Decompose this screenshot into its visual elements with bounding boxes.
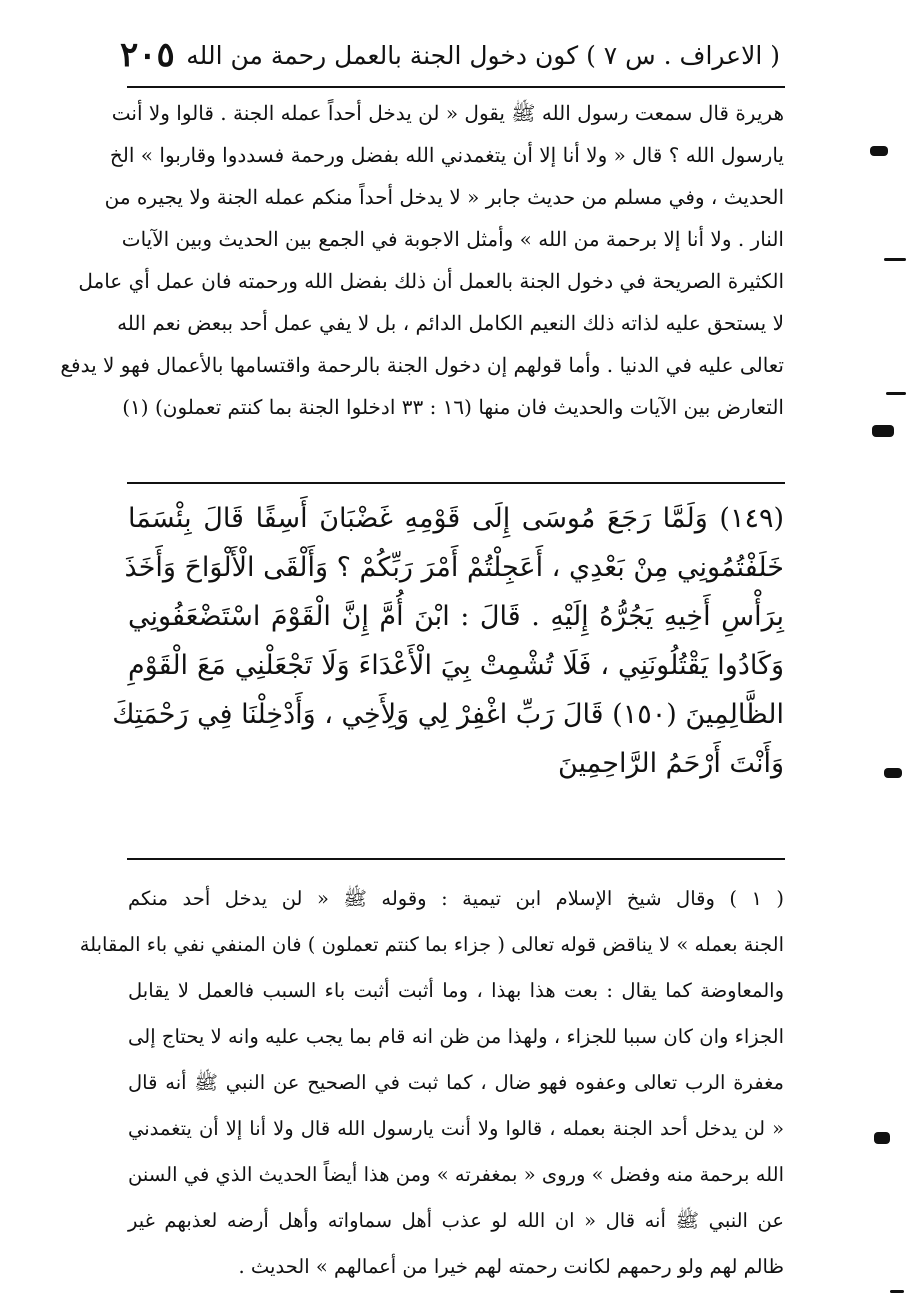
commentary-line: الكثيرة الصريحة في دخول الجنة بالعمل أن ذلك بفضل الله ورحمته فان عمل أي عامل <box>78 269 784 293</box>
commentary-line: النار . ولا أنا إلا برحمة من الله » وأمثل الاجوبة في الجمع بين الحديث وبين الآيات <box>121 227 784 251</box>
header-rule <box>127 86 785 88</box>
footnote-line: عن النبي ﷺ أنه قال « ان الله لو عذب أهل سماواته وأهل أرضه لعذبهم غير <box>128 1209 784 1232</box>
commentary-line: الحديث ، وفي مسلم من حديث جابر « لا يدخل أحداً منكم عمله الجنة ولا يجيره من <box>104 185 784 209</box>
quran-verses <box>112 494 784 788</box>
page-number: ٢٠٥ <box>120 35 175 75</box>
footnote-line: ظالم لهم ولو رحمهم لكانت رحمته لهم خيرا من أعمالهم » الحديث . <box>238 1255 784 1278</box>
commentary-line: التعارض بين الآيات والحديث فان منها (١٦ : ٣٣ ادخلوا الجنة بما كنتم تعملون) (١) <box>122 395 784 419</box>
commentary-text <box>60 92 784 428</box>
verse-line: وَأَنْتَ أَرْحَمُ الرَّاحِمِينَ <box>557 748 784 779</box>
footnote-rule <box>127 858 785 860</box>
scan-artifact <box>884 768 902 778</box>
section-rule <box>127 482 785 484</box>
scan-artifact <box>870 146 888 156</box>
scan-artifact <box>886 392 906 395</box>
footnote-line: ( ١ ) وقال شيخ الإسلام ابن تيمية : وقوله ﷺ « لن يدخل أحد منكم <box>128 887 785 910</box>
scan-artifact <box>890 1290 904 1293</box>
footnote-line: مغفرة الرب تعالى وعفوه فهو ضال ، كما ثبت في الصحيح عن النبي ﷺ أنه قال <box>128 1071 784 1094</box>
verse-line: (١٤٩) وَلَمَّا رَجَعَ مُوسَى إِلَى قَوْمِهِ غَضْبَانَ أَسِفًا قَالَ بِئْسَمَا <box>128 503 784 534</box>
verse-line: وَكَادُوا يَقْتُلُونَنِي ، فَلَا تُشْمِتْ بِيَ الْأَعْدَاءَ وَلَا تَجْعَلْنِي مَعَ الْقَوْمِ <box>128 650 784 681</box>
verse-line: بِرَأْسِ أَخِيهِ يَجُرُّهُ إِلَيْهِ . قَالَ : ابْنَ أُمَّ إِنَّ الْقَوْمَ اسْتَضْعَفُونِي <box>128 601 784 632</box>
verse-line: خَلَفْتُمُونِي مِنْ بَعْدِي ، أَعَجِلْتُمْ أَمْرَ رَبِّكُمْ ؟ وَأَلْقَى الْأَلْوَاحَ وَأَخَذَ <box>124 552 784 583</box>
commentary-line: تعالى عليه في الدنيا . وأما قولهم إن دخول الجنة بالرحمة واقتسامها بالأعمال فهو لا يدفع <box>60 353 784 377</box>
scan-artifact <box>872 425 894 437</box>
footnote-line: الله برحمة منه وفضل » وروى « بمغفرته » ومن هذا أيضاً الحديث الذي في السنن <box>128 1163 784 1186</box>
footnote-line: « لن يدخل أحد الجنة بعمله ، قالوا ولا أنت يارسول الله قال ولا أنا إلا أن يتغمدني <box>128 1117 784 1140</box>
verse-line: الظَّالِمِينَ (١٥٠) قَالَ رَبِّ اغْفِرْ لِي وَلِأَخِي ، وَأَدْخِلْنَا فِي رَحْمَتِكَ <box>112 699 784 730</box>
footnote-line: الجنة بعمله » لا يناقض قوله تعالى ( جزاء بما كنتم تعملون ) فان المنفي نفي باء المقابلة <box>79 933 784 956</box>
scan-artifact <box>884 258 906 261</box>
footnote-line: والمعاوضة كما يقال : بعت هذا بهذا ، وما أثبت أثبت باء السبب فالعمل لا يقابل <box>128 979 784 1002</box>
scan-artifact <box>874 1132 890 1144</box>
commentary-line: يارسول الله ؟ قال « ولا أنا إلا أن يتغمدني الله بفضل ورحمة فسددوا وقاربوا » الخ <box>109 143 784 167</box>
commentary-line: لا يستحق عليه لذاته ذلك النعيم الكامل الدائم ، بل لا يفي عمل أحد ببعض نعم الله <box>117 311 784 335</box>
footnote-text <box>79 876 785 1290</box>
page-header <box>120 30 780 80</box>
running-title: ( الاعراف . س ٧ ) كون دخول الجنة بالعمل رحمة من الله <box>186 40 780 70</box>
commentary-line: هريرة قال سمعت رسول الله ﷺ يقول « لن يدخل أحداً عمله الجنة . قالوا ولا أنت <box>111 101 784 125</box>
footnote-line: الجزاء وان كان سببا للجزاء ، ولهذا من ظن انه قام بما يجب عليه وانه لا يحتاج إلى <box>128 1025 784 1048</box>
